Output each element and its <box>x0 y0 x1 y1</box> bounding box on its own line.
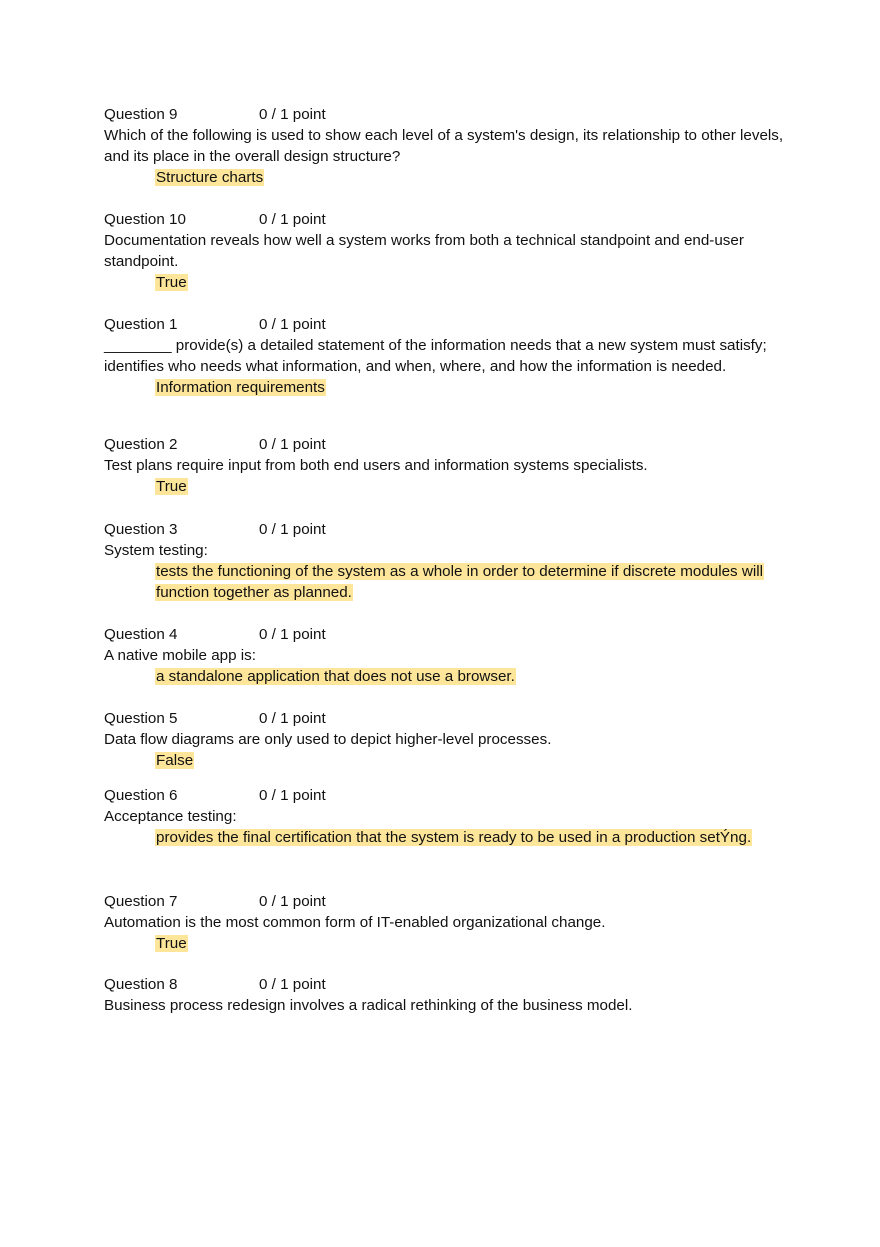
answer <box>155 666 794 687</box>
question-block <box>104 974 794 1016</box>
question-block <box>104 314 794 398</box>
question-score: 0 / 1 point <box>259 626 326 643</box>
answer <box>155 272 794 293</box>
question-text: ________ provide(s) a detailed statement of the information needs that a new system must satisfy; identifies who needs what information, and when, where, and how the information is needed. <box>104 337 767 375</box>
question-header <box>104 891 794 912</box>
question-score: 0 / 1 point <box>259 976 326 993</box>
question-score: 0 / 1 point <box>259 106 326 123</box>
question-block <box>104 209 794 293</box>
question-block <box>104 434 794 497</box>
question-block <box>104 104 794 188</box>
question-label: Question 10 <box>104 211 186 228</box>
question-header <box>104 434 794 455</box>
question-label: Question 8 <box>104 976 178 993</box>
question-text: Acceptance testing: <box>104 808 237 825</box>
question-label: Question 9 <box>104 106 178 123</box>
answer <box>155 561 794 603</box>
highlighted-answer: tests the functioning of the system as a whole in order to determine if discrete modules will function together as planned. <box>156 563 763 601</box>
question-text: Business process redesign involves a radical rethinking of the business model. <box>104 997 633 1014</box>
question-score: 0 / 1 point <box>259 893 326 910</box>
question-label: Question 3 <box>104 521 178 538</box>
question-score: 0 / 1 point <box>259 436 326 453</box>
question-score: 0 / 1 point <box>259 521 326 538</box>
highlighted-answer: False <box>156 752 194 769</box>
question-label: Question 5 <box>104 710 178 727</box>
answer <box>155 750 794 771</box>
highlighted-answer: True <box>156 478 187 495</box>
question-header <box>104 209 794 230</box>
highlighted-answer: True <box>156 274 187 291</box>
question-text: A native mobile app is: <box>104 647 256 664</box>
question-header <box>104 624 794 645</box>
answer <box>155 827 794 848</box>
question-label: Question 2 <box>104 436 178 453</box>
question-header <box>104 314 794 335</box>
question-block <box>104 708 794 771</box>
highlighted-answer: True <box>156 935 187 952</box>
highlighted-answer: a standalone application that does not use a browser. <box>156 668 515 685</box>
question-score: 0 / 1 point <box>259 710 326 727</box>
question-header <box>104 708 794 729</box>
highlighted-answer: Structure charts <box>156 169 264 186</box>
question-score: 0 / 1 point <box>259 787 326 804</box>
question-label: Question 4 <box>104 626 178 643</box>
question-header <box>104 519 794 540</box>
question-text: Test plans require input from both end users and information systems specialists. <box>104 457 648 474</box>
question-label: Question 6 <box>104 787 178 804</box>
question-header <box>104 974 794 995</box>
answer <box>155 933 794 954</box>
question-text: Automation is the most common form of IT-enabled organizational change. <box>104 914 606 931</box>
answer <box>155 377 794 398</box>
answer <box>155 476 794 497</box>
question-block <box>104 519 794 603</box>
question-text: Data flow diagrams are only used to depict higher-level processes. <box>104 731 552 748</box>
question-text: Which of the following is used to show each level of a system's design, its relationship to other levels, and its place in the overall design structure? <box>104 127 784 165</box>
highlighted-answer: Information requirements <box>156 379 325 396</box>
question-score: 0 / 1 point <box>259 211 326 228</box>
question-block <box>104 785 794 848</box>
question-text: Documentation reveals how well a system works from both a technical standpoint and end-user standpoint. <box>104 232 744 270</box>
question-label: Question 1 <box>104 316 178 333</box>
question-label: Question 7 <box>104 893 178 910</box>
question-text: System testing: <box>104 542 208 559</box>
highlighted-answer: provides the final certification that the system is ready to be used in a production setÝng. <box>156 829 752 846</box>
question-score: 0 / 1 point <box>259 316 326 333</box>
question-block <box>104 624 794 687</box>
question-block <box>104 891 794 954</box>
question-header <box>104 785 794 806</box>
answer <box>155 167 794 188</box>
question-header <box>104 104 794 125</box>
